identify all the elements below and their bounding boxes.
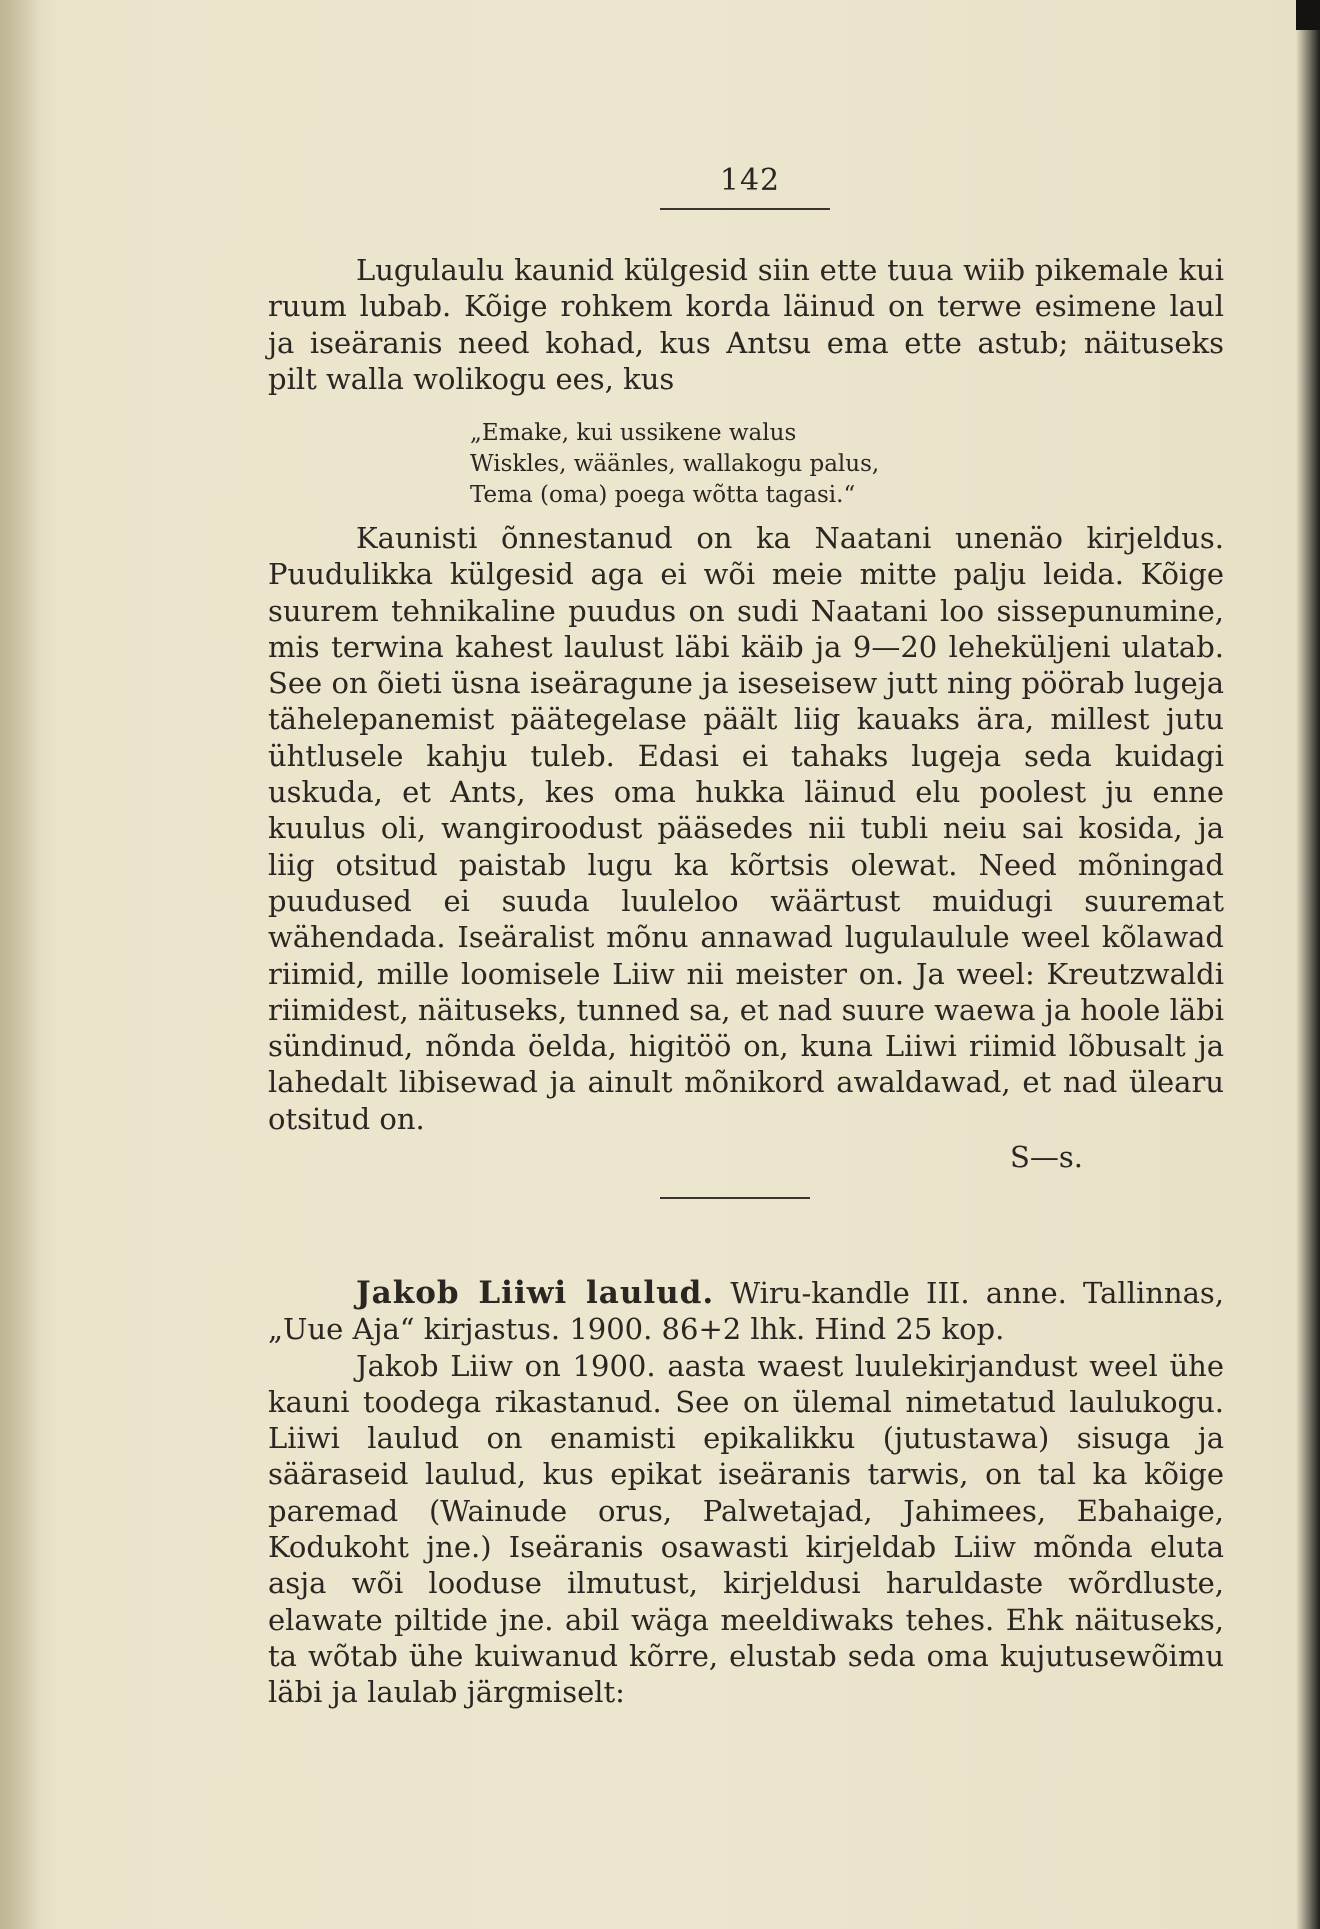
paragraph-1-text: Lugulaulu kaunid külgesid siin ette tuua wiib pikemale kui ruum lubab. Kõige rohkem korda läinud on terwe esimene laul ja iseäranis need kohad, kus Antsu ema ette astub; näituseks pilt walla wolikogu ees, kus — [268, 253, 1224, 396]
section-divider — [660, 1197, 810, 1199]
paragraph-1 — [268, 252, 1224, 397]
page-edge-shadow — [1296, 0, 1320, 1929]
paragraph-2 — [268, 520, 1224, 1137]
verse-line: Wiskles, wäänles, wallakogu palus, — [470, 451, 880, 477]
page-corner — [1296, 0, 1320, 30]
verse-line: „Emake, kui ussikene walus — [470, 420, 797, 446]
verse-quote — [470, 418, 1030, 511]
spine-shadow — [0, 0, 40, 1929]
verse-line: Tema (oma) poega wõtta tagasi.“ — [470, 482, 856, 508]
paragraph-2-text: Kaunisti õnnestanud on ka Naatani unenäo kirjeldus. Puudulikka külgesid aga ei wõi meie mitte palju leida. Kõige suurem tehnikaline puudus on sudi Naatani loo sissepunumine, mis terwina kahest laulust läbi käib ja 9—20 leheküljeni ulatab. See on õieti üsna iseäragune ja iseseisew jutt ning pöörab lugeja tähelepanemist päätegelase päält liig kauaks ära, millest jutu ühtlusele kahju tuleb. Edasi ei tahaks lugeja seda kuidagi uskuda, et Ants, kes oma hukka läinud elu poolest ju enne kuulus oli, wangiroodust pääsedes nii tubli neiu sai kosida, ja liig otsitud paistab lugu ka kõrtsis olewat. Need mõningad puudused ei suuda luuleloo wäärtust muidugi suuremat wähendada. Iseäralist mõnu annawad lugulaulule weel kõlawad riimid, mille loomisele Liiw nii meister on. Ja weel: Kreutzwaldi riimidest, näituseks, tunned sa, et nad suure waewa ja hoole läbi sündinud, nõnda öelda, higitöö on, kuna Liiwi riimid lõbusalt ja lahedalt libisewad ja ainult mõnikord awaldawad, et nad ülearu otsitud on. — [268, 521, 1224, 1136]
header-rule — [660, 208, 830, 210]
review-title: Jakob Liiwi laulud. — [356, 1275, 715, 1311]
author-signature: S—s. — [1010, 1140, 1083, 1174]
review-body: Jakob Liiw on 1900. aasta waest luulekirjandust weel ühe kauni toodega rikastanud. See on ülemal nimetatud laulukogu. Liiwi laulud on enamisti epikalikku (jutustawa) sisuga ja sääraseid laulud, kus epikat iseäranis tarwis, on tal ka kõige paremad (Wainude orus, Palwetajad, Jahimees, Ebahaige, Kodukoht jne.) Iseäranis osawasti kirjeldab Liiw mõnda eluta asja wõi looduse ilmutust, kirjeldusi haruldaste wõrdluste, elawate piltide jne. abil wäga meeldiwaks tehes. Ehk näituseks, ta wõtab ühe kuiwanud kõrre, elustab seda oma kujutusewõimu läbi ja laulab järgmiselt: — [268, 1348, 1224, 1710]
review-heading-line — [268, 1275, 1224, 1348]
page-number: 142 — [719, 163, 781, 198]
review-details: Wiru-kandle III. anne. Tallinnas, „Uue Aja“ kirjastus. 1900. 86+2 lhk. Hind 25 kop. — [268, 1276, 1224, 1347]
review-section — [268, 1275, 1224, 1711]
